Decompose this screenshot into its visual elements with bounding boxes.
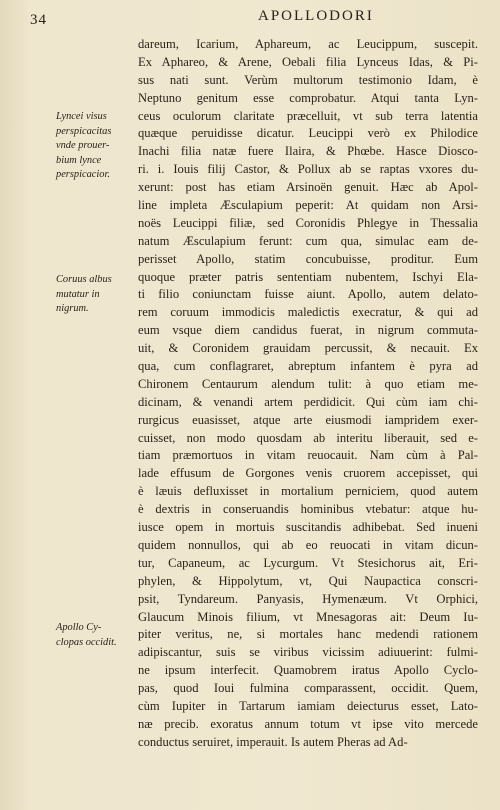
- text-line: pas, quod Ioui fulmina comparassent, occidit. Quem,: [138, 681, 478, 696]
- text-line: piter veritus, ne, si mortales hanc medendi rationem: [138, 627, 478, 642]
- margin-note-apollo: [56, 621, 140, 650]
- text-line: conductus seruiret, imperauit. Is autem Pheras ad Ad-: [138, 734, 408, 749]
- text-line: Glaucum Minois filium, vt Mnesagoras ait: Deum Iu-: [138, 609, 478, 624]
- margin-note-lyncei: [56, 110, 140, 183]
- text-line: noës Leucippi filiæ, sed Coronidis Phlegye in Thessalia: [138, 215, 478, 230]
- text-line: dicinam, & venandi artem perdidicit. Qui cùm iam chi-: [138, 394, 478, 409]
- margin-note-line: Lyncei visus: [56, 111, 107, 122]
- text-line: lade effusum de Gorgones venis cruorem accepisset, qui: [138, 466, 478, 481]
- text-line: cùm Iupiter in Tartarum iamiam deiecturus esset, Lato-: [138, 698, 478, 713]
- text-line: phylen, & Hippolytum, vt, Qui Naupactica conscri-: [138, 573, 478, 588]
- text-line: quoque præter patris sententiam nubentem, Ischyi Ela-: [138, 269, 478, 284]
- text-line: natum Æsculapium ferunt: cum qua, simulac eam de-: [138, 233, 478, 248]
- margin-note-line: perspicacior.: [56, 169, 110, 181]
- running-head: APOLLODORI: [258, 8, 374, 24]
- text-line: ceus oculorum claritate præcelluit, vt sub terra latentia: [138, 108, 478, 123]
- text-line: è læuis defluxisset in mortalium perniciem, quod autem: [138, 484, 478, 499]
- text-line: Neptuno genitum esse comprobatur. Atqui tanta Lyn-: [138, 90, 478, 105]
- text-line: dareum, Icarium, Aphareum, ac Leucippum, suscepit.: [138, 37, 478, 51]
- margin-note-line: Apollo Cy-: [56, 622, 102, 633]
- text-line: perisset Apollo, statim concubuisse, proditur. Eum: [138, 251, 478, 266]
- margin-note-line: bium lynce: [56, 154, 102, 166]
- text-line: Chironem Centaurum alendum tulit: à quo etiam me-: [138, 376, 478, 391]
- text-line: ti filio coniunctam fuisse aiunt. Apollo, autem delato-: [138, 287, 478, 302]
- text-line: eum vsque diem candidus fuerat, in nigrum commuta-: [138, 323, 478, 338]
- text-line: qua, cum conflagraret, abreptum infantem è pyra ad: [138, 359, 478, 374]
- text-line: Inachi filia natæ fuere Ilaira, & Phœbe. Hasce Diosco-: [138, 144, 478, 159]
- text-line: sus nati sunt. Verùm multorum testimonio Idam, è: [138, 72, 478, 87]
- margin-note-line: perspicacitas: [56, 125, 112, 137]
- text-line: psit, Tyndareum. Panyasis, Hymenæum. Vt Orphici,: [138, 591, 478, 606]
- text-line: è dextris in conseruandis hominibus vtebatur: atque hu-: [138, 502, 478, 517]
- margin-note-line: nigrum.: [56, 303, 89, 315]
- text-line: rurgicus euasisset, atque arte eiusmodi iampridem exer-: [138, 412, 478, 427]
- text-line: quidem nonnullos, qui ab eo reuocati in vitam dicun-: [138, 537, 478, 552]
- text-line: tur, Capaneum, ac Lycurgum. Vt Stesichorus ait, Eri-: [138, 555, 478, 570]
- margin-note-line: clopas occidit.: [56, 636, 117, 648]
- text-line: ne ipsum interfecit. Quamobrem iratus Apollo Cyclo-: [138, 663, 478, 678]
- text-line: quæque peruidisse dicatur. Leucippi verò ex Philodice: [138, 126, 478, 141]
- margin-note-line: mutatur in: [56, 288, 100, 300]
- text-line: næ precib. exoratus annum totum vt ipse vito mercede: [138, 716, 478, 731]
- body-text: [138, 36, 478, 752]
- text-line: xerunt: post has etiam Arsinoën genuit. Hæc ab Apol-: [138, 180, 478, 195]
- text-line: uit, & Coronidem grauidam percussit, & necauit. Ex: [138, 341, 478, 356]
- text-line: iusce opem in mortuis suscitandis adhibebat. Sed inueni: [138, 520, 478, 535]
- show-through-text: [58, 435, 128, 515]
- text-line: rem coruum immodicis maledictis execratur, & qui ad: [138, 305, 478, 320]
- margin-note-coruus: [56, 273, 140, 317]
- text-line: adipiscantur, suis se viribus vicissim adiuuerint: fulmi-: [138, 645, 478, 660]
- text-line: tiam præmortuos in vitam reuocauit. Nam cùm à Pal-: [138, 448, 478, 463]
- text-line: cuisset, non modo quosdam ab interitu liberauit, sed e-: [138, 430, 478, 445]
- margin-note-line: Coruus albus: [56, 274, 112, 285]
- text-line: ri. i. Iouis filij Castor, & Pollux ab se raptas vxores du-: [138, 162, 478, 177]
- text-line: line impleta Æsculapium peperit: At quidam non Arsi-: [138, 198, 478, 213]
- text-line: Ex Aphareo, & Arene, Oebali filia Lynceus Idas, & Pi-: [138, 54, 478, 69]
- page-header: [0, 6, 500, 32]
- page-number: 34: [30, 12, 47, 28]
- margin-note-line: vnde prouer-: [56, 140, 110, 152]
